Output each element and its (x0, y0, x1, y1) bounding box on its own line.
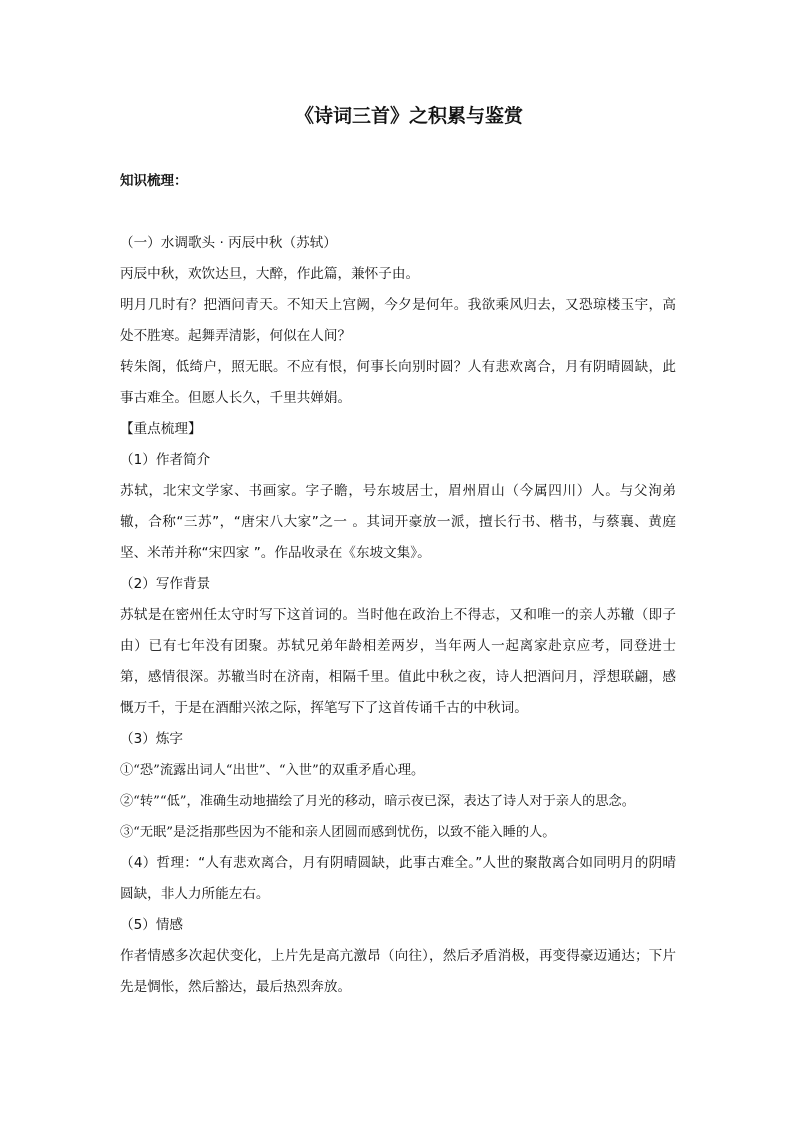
word-refining-item-2: ②“转”“低”，准确生动地描绘了月光的移动，暗示夜已深，表达了诗人对于亲人的思念。 (120, 794, 635, 809)
word-refining-heading: （3）炼字 (120, 731, 184, 747)
author-text: 苏轼，北宋文学家、书画家。字子瞻，号东坡居士，眉州眉山（今属四川）人。与父洵弟辙，合称“三苏”，“唐宋八大家”之一 。其词开豪放一派，擅长行书、楷书，与蔡襄、黄庭坚、米芾并称“宋四家 ”。作品收录在《东坡文集》。 (120, 483, 676, 561)
word-refining-item-1: ①“恐”流露出词人“出世”、“入世”的双重矛盾心理。 (120, 763, 425, 778)
philosophy-text: （4）哲理：“人有悲欢离合，月有阴晴圆缺，此事古难全。”人世的聚散离合如同明月的阴晴圆缺，非人力所能左右。 (120, 855, 676, 902)
emotion-text: 作者情感多次起伏变化，上片先是高亢激昂（向往），然后矛盾消极，再变得豪迈通达；下片先是惆怅，然后豁达，最后热烈奔放。 (120, 948, 676, 995)
background-text: 苏轼是在密州任太守时写下这首词的。当时他在政治上不得志，又和唯一的亲人苏辙（即子由）已有七年没有团聚。苏轼兄弟年龄相差两岁，当年两人一起离家赴京应考，同登进士第，感情很深。苏辙当时在济南，相隔千里。值此中秋之夜，诗人把酒问月，浮想联翩，感慨万千，于是在酒酣兴浓之际，挥笔写下了这首传诵千古的中秋词。 (120, 607, 676, 716)
poem-stanza-1: 明月几时有？把酒问青天。不知天上宫阙，今夕是何年。我欲乘风归去，又恐琼楼玉宇，高处不胜寒。起舞弄清影，何似在人间？ (120, 297, 676, 344)
document-body (120, 228, 676, 1003)
section-label: 知识梳理： (120, 173, 188, 189)
word-refining-item-3: ③“无眠”是泛指那些因为不能和亲人团圆而感到忧伤，以致不能入睡的人。 (120, 825, 556, 840)
poem-stanza-2: 转朱阁，低绮户，照无眠。不应有恨，何事长向别时圆？人有悲欢离合，月有阴晴圆缺，此事古难全。但愿人长久，千里共婵娟。 (120, 359, 676, 406)
poem-heading: （一）水调歌头 · 丙辰中秋（苏轼） (120, 235, 337, 251)
background-heading: （2）写作背景 (120, 576, 211, 592)
poem-preface: 丙辰中秋，欢饮达旦，大醉，作此篇，兼怀子由。 (120, 266, 420, 282)
document-title: 《诗词三首》之积累与鉴赏 (294, 105, 523, 127)
key-points-heading: 【重点梳理】 (120, 421, 202, 437)
emotion-heading: （5）情感 (120, 917, 184, 933)
document-content (120, 100, 676, 1003)
author-heading: （1）作者简介 (120, 452, 211, 468)
